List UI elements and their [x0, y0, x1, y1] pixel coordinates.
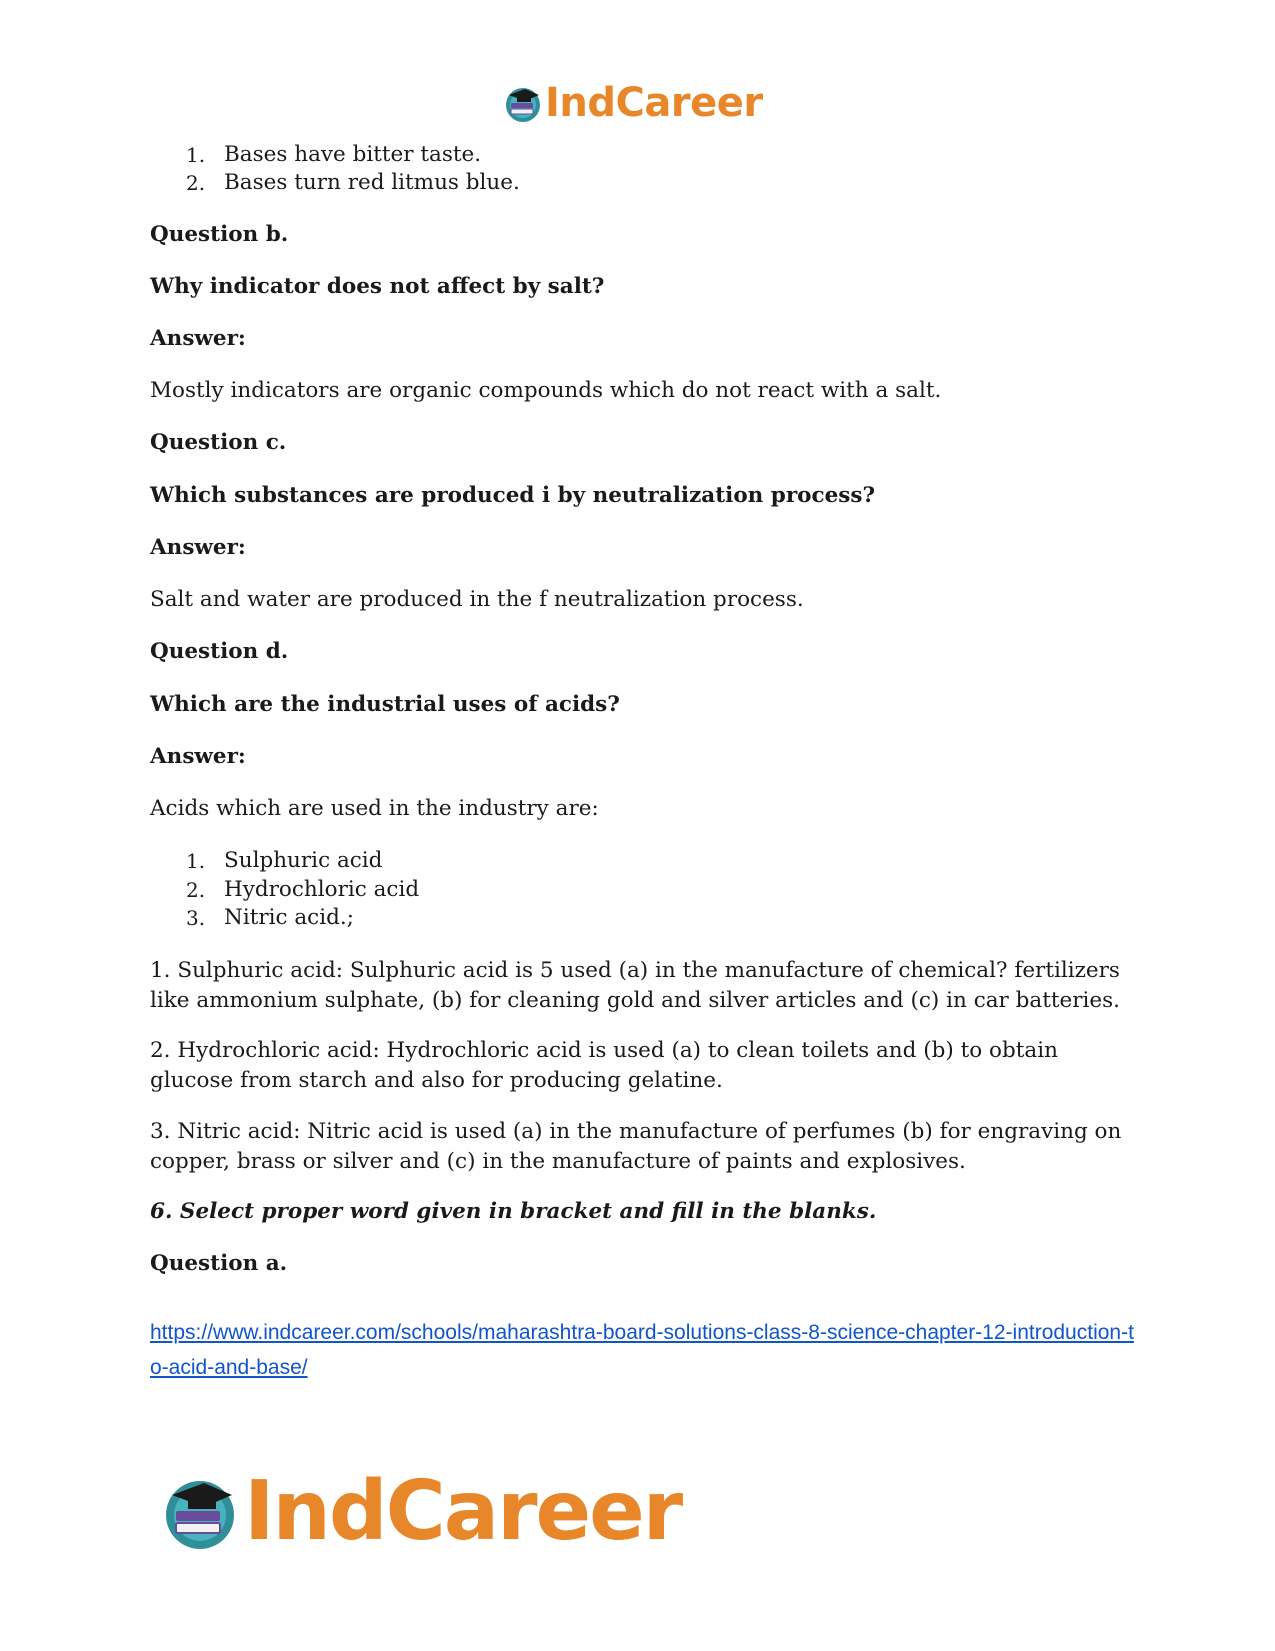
source-url-link[interactable]: https://www.indcareer.com/schools/maharashtra-board-solutions-class-8-science-chapter-12-introduction-to-acid-and-base/	[150, 1321, 1134, 1379]
question-label: Question c.	[150, 430, 287, 455]
paragraph-nitric: 3. Nitric acid: Nitric acid is used (a) in the manufacture of perfumes (b) for engraving on copper, brass or silver and (c) in the manufacture of paints and explosives.	[150, 1119, 1122, 1174]
question-label: Question d.	[150, 639, 289, 664]
question-text: Which are the industrial uses of acids?	[150, 692, 620, 717]
question-text: Which substances are produced i by neutralization process?	[150, 483, 876, 508]
graduation-cap-book-globe-icon	[160, 1471, 240, 1551]
list-item: Sulphuric acid	[224, 848, 383, 873]
list-item: Hydrochloric acid	[224, 877, 420, 902]
question-label: Question b.	[150, 222, 289, 247]
graduation-cap-book-globe-icon	[503, 83, 543, 123]
list-number: 2.	[186, 171, 206, 195]
section-heading: 6. Select proper word given in bracket and fill in the blanks.	[150, 1199, 877, 1224]
list-number: 1.	[186, 849, 206, 873]
brand-name: IndCareer	[244, 1463, 682, 1559]
footer-logo	[160, 1463, 682, 1559]
answer-text: Salt and water are produced in the f neutralization process.	[150, 587, 804, 612]
list-item: Bases have bitter taste.	[224, 142, 482, 167]
brand-name: IndCareer	[545, 80, 763, 126]
question-label: Question a.	[150, 1251, 288, 1276]
header-logo	[503, 80, 763, 126]
list-item: Bases turn red litmus blue.	[224, 170, 520, 195]
paragraph-sulphuric: 1. Sulphuric acid: Sulphuric acid is 5 used (a) in the manufacture of chemical? fertilizers like ammonium sulphate, (b) for cleaning gold and silver articles and (c) in car batteries.	[150, 958, 1120, 1013]
list-number: 2.	[186, 878, 206, 902]
answer-label: Answer:	[150, 326, 246, 351]
list-number: 1.	[186, 143, 206, 167]
answer-label: Answer:	[150, 744, 246, 769]
question-text: Why indicator does not affect by salt?	[150, 274, 605, 299]
list-number: 3.	[186, 906, 206, 930]
answer-text: Acids which are used in the industry are:	[150, 796, 599, 821]
answer-text: Mostly indicators are organic compounds which do not react with a salt.	[150, 378, 942, 403]
list-item: Nitric acid.;	[224, 905, 354, 930]
paragraph-hydrochloric: 2. Hydrochloric acid: Hydrochloric acid is used (a) to clean toilets and (b) to obtain glucose from starch and also for producing gelatine.	[150, 1038, 1058, 1093]
answer-label: Answer:	[150, 535, 246, 560]
